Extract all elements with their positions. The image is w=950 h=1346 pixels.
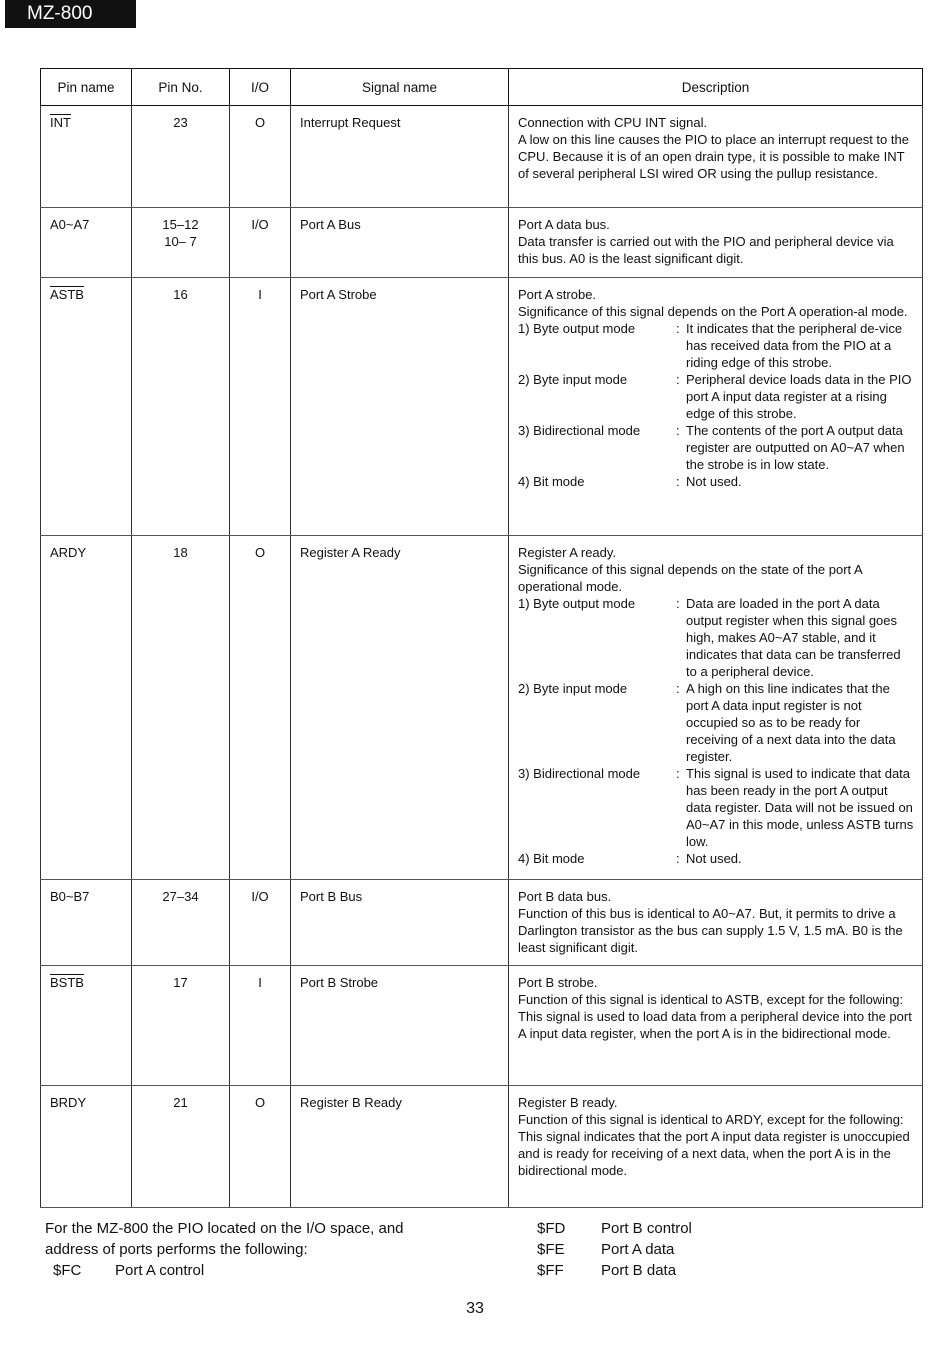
description-line: Data transfer is carried out with the PIO and peripheral device via this bus. A0 is the least significant digit.: [518, 234, 894, 266]
port-address-code: $FF: [537, 1262, 564, 1279]
pin-no-cell: [132, 208, 230, 278]
mode-entry: 4) Bit mode : Not used.: [518, 473, 914, 490]
description-line: Register B ready.: [518, 1095, 618, 1110]
description-cell: [509, 1086, 923, 1208]
footer-line: For the MZ-800 the PIO located on the I/O space, and: [45, 1220, 404, 1237]
pin-no-cell: 27–34: [132, 880, 230, 966]
pin-no: 10– 7: [164, 234, 197, 249]
port-address-entry: [537, 1218, 837, 1239]
io-cell: O: [230, 106, 291, 208]
description-line: Port B strobe.: [518, 975, 598, 990]
document-header: MZ-800: [5, 0, 136, 28]
description-cell: [509, 536, 923, 880]
port-address-label: Port B data: [601, 1262, 677, 1279]
description-line: Function of this bus is identical to A0~A7. But, it permits to drive a Darlington transistor as the bus can supply 1.5 V, 1.5 mA. B0 is the least significant digit.: [518, 906, 903, 955]
mode-entry: 4) Bit mode : Not used.: [518, 850, 914, 867]
mode-entry: 1) Byte output mode : Data are loaded in the port A data output register when this signal goes high, makes A0~A7 stable, and it indicates that data can be transferred to a peripheral device.: [518, 595, 914, 680]
page-number: 33: [466, 1300, 484, 1317]
mode-entry: 3) Bidirectional mode : This signal is used to indicate that data has been ready in the port A output data register. Data will not be issued on A0~A7 in this mode, unless ASTB turns low.: [518, 766, 914, 849]
io-cell: O: [230, 536, 291, 880]
pin-name-cell: [41, 966, 132, 1086]
mode-text: This signal is used to indicate that data has been ready in the port A output data register. Data will not be issued on A0~A7 in this mode, unless ASTB turns low.: [686, 766, 914, 849]
description-cell: [509, 880, 923, 966]
description-line: Port A strobe.: [518, 287, 597, 302]
pin-name-cell: A0~A7: [41, 208, 132, 278]
signal-name-cell: Port B Bus: [291, 880, 509, 966]
port-address-label: Port B control: [601, 1220, 692, 1237]
pin-no-cell: 16: [132, 278, 230, 536]
port-address-code: $FC: [53, 1262, 82, 1279]
signal-name-cell: Register A Ready: [291, 536, 509, 880]
port-address-code: $FE: [537, 1241, 565, 1258]
description-line: Port A data bus.: [518, 217, 610, 232]
pin-no: 23: [173, 115, 188, 130]
description-line: This signal indicates that the port A input data register is unoccupied and is ready for receiving of a next data, when the port A is in the bidirectional mode.: [518, 1129, 910, 1178]
pin-table-wrapper: [40, 68, 922, 1208]
port-address-entry: [537, 1260, 837, 1281]
column-header-signal-name: Signal name: [291, 69, 509, 106]
description-cell: [509, 208, 923, 278]
table-row: [41, 880, 923, 966]
description-line: Register A ready.: [518, 545, 617, 560]
mode-name: 1) Byte output mode: [518, 596, 636, 611]
pin-name: $\overline{INT}$: [50, 115, 71, 130]
mode-text: A high on this line indicates that the port A data input register is not occupied so as to be ready for receiving of a next data into the data register.: [686, 681, 896, 764]
description-line: Significance of this signal depends on the Port A operation-al mode.: [518, 304, 908, 319]
mode-entry: 2) Byte input mode : Peripheral device loads data in the PIO port A input data register at a rising edge of this strobe.: [518, 371, 914, 422]
mode-name: 4) Bit mode: [518, 474, 585, 489]
description-line: Function of this signal is identical to ARDY, except for the following:: [518, 1112, 904, 1127]
pin-name-cell: [41, 278, 132, 536]
pin-no-cell: 18: [132, 536, 230, 880]
description-line: Port B data bus.: [518, 889, 612, 904]
io-cell: I/O: [230, 208, 291, 278]
signal-name-cell: Port A Strobe: [291, 278, 509, 536]
pin-name: ASTB: [50, 287, 84, 302]
pin-no-cell: [132, 106, 230, 208]
pin-no-cell: 21: [132, 1086, 230, 1208]
mode-name: 2) Byte input mode: [518, 372, 628, 387]
port-address-entry: [537, 1239, 837, 1260]
mode-text: Data are loaded in the port A data output register when this signal goes high, makes A0~A7 stable, and it indicates that data can be transferred to a peripheral device.: [686, 596, 901, 679]
description-cell: [509, 966, 923, 1086]
pin-name-cell: BRDY: [41, 1086, 132, 1208]
mode-text: Not used.: [686, 851, 742, 866]
signal-name-cell: Port B Strobe: [291, 966, 509, 1086]
port-address-label: Port A data: [601, 1241, 675, 1258]
mode-name: 3) Bidirectional mode: [518, 766, 641, 781]
pin-description-table: [40, 68, 923, 1208]
column-header-pin-no: Pin No.: [132, 69, 230, 106]
mode-name: 3) Bidirectional mode: [518, 423, 641, 438]
pin-name-cell: B0~B7: [41, 880, 132, 966]
pin-no: 15–12: [162, 217, 199, 232]
footer-left: [45, 1218, 485, 1281]
table-row: [41, 536, 923, 880]
mode-name: 4) Bit mode: [518, 851, 585, 866]
mode-text: The contents of the port A output data register are outputted on A0~A7 when the strobe is in low state.: [686, 423, 905, 472]
signal-name-cell: Register B Ready: [291, 1086, 509, 1208]
mode-text: It indicates that the peripheral de-vice has received data from the PIO at a riding edge of this strobe.: [686, 321, 903, 370]
footer-line: address of ports performs the following:: [45, 1241, 308, 1258]
mode-entry: 2) Byte input mode : A high on this line indicates that the port A data input register is not occupied so as to be ready for receiving of a next data into the data register.: [518, 680, 914, 765]
description-line: This signal is used to load data from a peripheral device into the port A input data register, when the port A is in the bidirectional mode.: [518, 1009, 912, 1041]
table-row: [41, 106, 923, 208]
mode-name: 2) Byte input mode: [518, 681, 628, 696]
table-row: [41, 208, 923, 278]
io-cell: I: [230, 966, 291, 1086]
io-cell: O: [230, 1086, 291, 1208]
description-line: A low on this line causes the PIO to place an interrupt request to the CPU. Because it is of an open drain type, it is possible to make INT of several peripheral LSI wired OR using the pullup resistance.: [518, 132, 909, 181]
description-line: Significance of this signal depends on the state of the port A operational mode.: [518, 562, 863, 594]
port-address-label: Port A control: [115, 1262, 205, 1279]
io-cell: I/O: [230, 880, 291, 966]
table-row: [41, 966, 923, 1086]
port-address-entry: [45, 1260, 485, 1281]
table-row: [41, 1086, 923, 1208]
description-line: Function of this signal is identical to ASTB, except for the following:: [518, 992, 904, 1007]
port-address-code: $FD: [537, 1220, 566, 1237]
pin-name-cell: ARDY: [41, 536, 132, 880]
signal-name-cell: Port A Bus: [291, 208, 509, 278]
column-header-pin-name: Pin name: [41, 69, 132, 106]
description-cell: [509, 106, 923, 208]
description-line: Connection with CPU INT signal.: [518, 115, 708, 130]
mode-name: 1) Byte output mode: [518, 321, 636, 336]
table-row: [41, 278, 923, 536]
description-cell: [509, 278, 923, 536]
mode-text: Peripheral device loads data in the PIO port A input data register at a rising edge of this strobe.: [686, 372, 912, 421]
mode-entry: 1) Byte output mode : It indicates that the peripheral de-vice has received data from the PIO at a riding edge of this strobe.: [518, 320, 914, 371]
pin-no-cell: 17: [132, 966, 230, 1086]
table-header-row: [41, 69, 923, 106]
signal-name-cell: Interrupt Request: [291, 106, 509, 208]
pin-name-cell: [41, 106, 132, 208]
pin-name: BSTB: [50, 975, 84, 990]
footer-right: [537, 1218, 837, 1281]
mode-text: Not used.: [686, 474, 742, 489]
column-header-io: I/O: [230, 69, 291, 106]
column-header-description: Description: [509, 69, 923, 106]
io-cell: I: [230, 278, 291, 536]
mode-entry: 3) Bidirectional mode : The contents of the port A output data register are outputted on A0~A7 when the strobe is in low state.: [518, 422, 914, 473]
